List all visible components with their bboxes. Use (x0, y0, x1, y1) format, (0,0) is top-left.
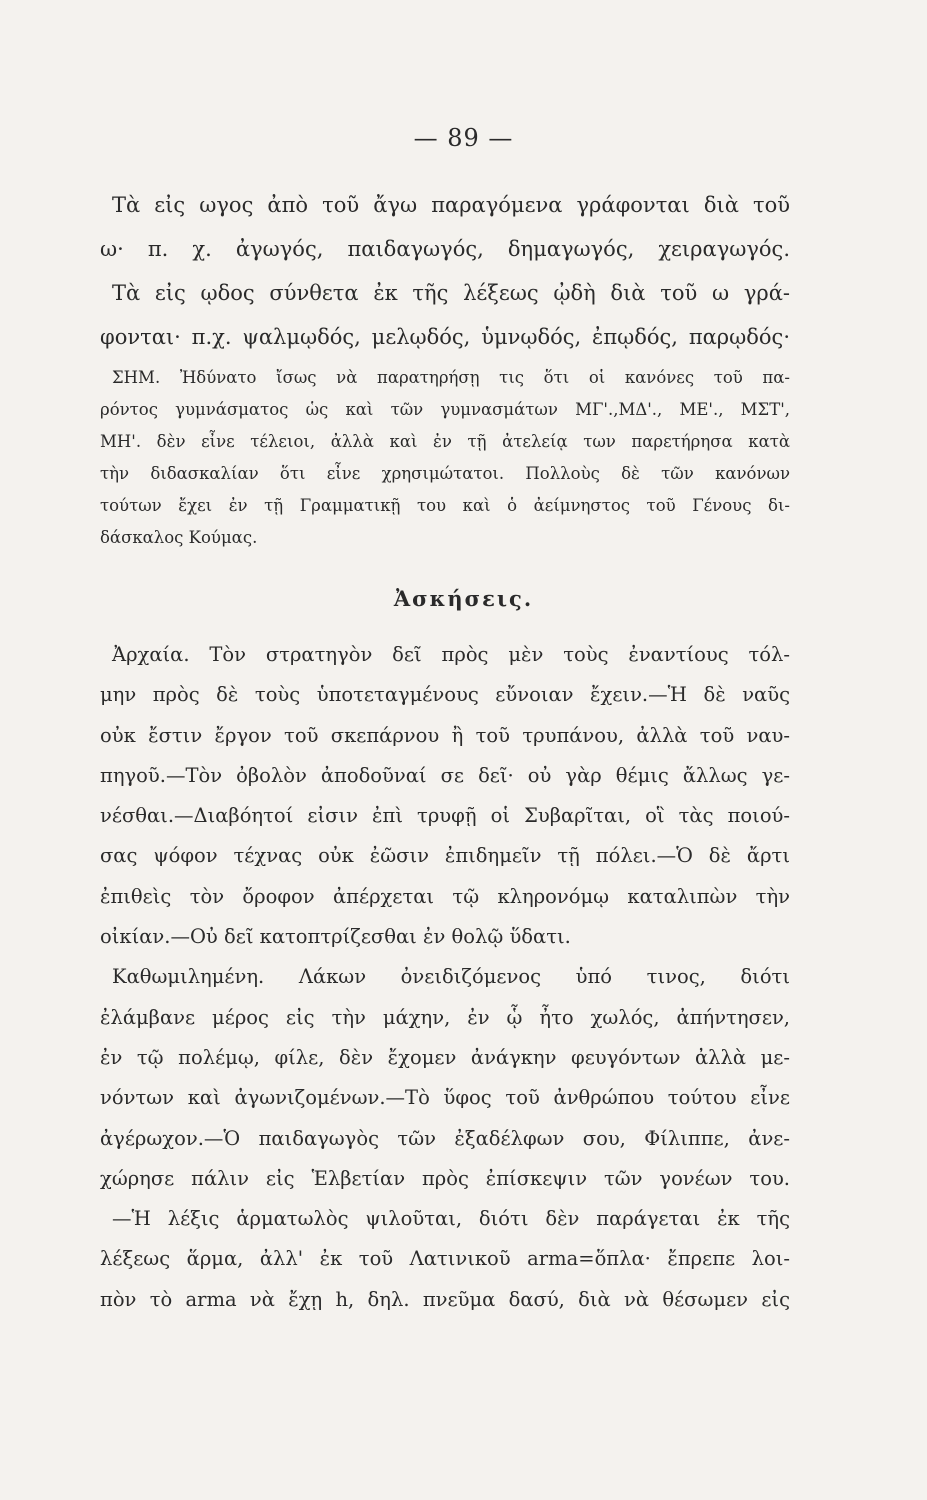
exercise-line: νόντων καὶ ἀγωνιζομένων.—Τὸ ὕφος τοῦ ἀνθρώπου τούτου εἶνε (100, 1086, 790, 1110)
page-number: — 89 — (413, 124, 514, 152)
note-line: ΜΗ'. δὲν εἶνε τέλειοι, ἀλλὰ καὶ ἐν τῇ ἀτελείᾳ των παρετήρησα κατὰ (100, 432, 790, 451)
exercises-text (100, 635, 790, 1320)
exercise-line: Καθωμιλημένη. Λάκων ὀνειδιζόμενος ὑπό τινος, διότι (112, 965, 790, 989)
exercise-line: σας ψόφον τέχνας οὐκ ἐῶσιν ἐπιδημεῖν τῇ πόλει.—Ὁ δὲ ἄρτι (100, 844, 790, 868)
exercises-heading: Ἀσκήσεις. (393, 586, 534, 611)
exercise-line: πηγοῦ.—Τὸν ὀβολὸν ἀποδοῦναί σε δεῖ· οὐ γὰρ θέμις ἄλλως γε- (100, 763, 790, 787)
exercise-line: Ἀρχαία. Τὸν στρατηγὸν δεῖ πρὸς μὲν τοὺς ἐναντίους τόλ- (112, 643, 790, 666)
exercise-line: πὸν τὸ arma νὰ ἔχῃ h, δηλ. πνεῦμα δασύ, διὰ νὰ θέσωμεν εἰς (100, 1287, 790, 1311)
note-line: ΣΗΜ. Ἠδύνατο ἴσως νὰ παρατηρήσῃ τις ὅτι οἱ κανόνες τοῦ πα- (112, 368, 790, 387)
exercise-line: ἐν τῷ πολέμῳ, φίλε, δὲν ἔχομεν ἀνάγκην φευγόντων ἀλλὰ με- (100, 1045, 790, 1069)
exercise-line: οἰκίαν.—Οὐ δεῖ κατοπτρίζεσθαι ἐν θολῷ ὕδατι. (100, 925, 571, 949)
exercise-line: ἐλάμβανε μέρος εἰς τὴν μάχην, ἐν ᾧ ἦτο χωλός, ἀπήντησεν, (100, 1005, 790, 1029)
exercise-line: ἐπιθεὶς τὸν ὄροφον ἀπέρχεται τῷ κληρονόμῳ καταλιπὼν τὴν (100, 884, 790, 908)
rule-line: Τὰ εἰς ωγος ἀπὸ τοῦ ἄγω παραγόμενα γράφονται διὰ τοῦ (112, 193, 790, 217)
exercise-line: ἀγέρωχον.—Ὁ παιδαγωγὸς τῶν ἐξαδέλφων σου, Φίλιππε, ἀνε- (100, 1126, 790, 1150)
remark-note (100, 362, 790, 554)
note-line: τὴν διδασκαλίαν ὅτι εἶνε χρησιμώτατοι. Πολλοὺς δὲ τῶν κανόνων (100, 464, 790, 483)
exercise-line: νέσθαι.—Διαβόητοί εἰσιν ἐπὶ τρυφῇ οἱ Συβαρῖται, οἳ τὰς ποιού- (100, 804, 790, 828)
note-line: τούτων ἔχει ἐν τῇ Γραμματικῇ του καὶ ὁ ἀείμνηστος τοῦ Γένους δι- (100, 496, 790, 515)
note-line: ρόντος γυμνάσματος ὡς καὶ τῶν γυμνασμάτων ΜΓ'.,ΜΔ'., ΜΕ'., ΜΣΤ', (100, 400, 790, 419)
exercise-line: οὐκ ἔστιν ἔργον τοῦ σκεπάρνου ἢ τοῦ τρυπάνου, ἀλλὰ τοῦ ναυ- (100, 723, 790, 747)
exercise-line: μην πρὸς δὲ τοὺς ὑποτεταγμένους εὔνοιαν ἔχειν.—Ἡ δὲ ναῦς (100, 683, 790, 707)
rule-line: ω· π. χ. ἀγωγός, παιδαγωγός, δημαγωγός, χειραγωγός. (100, 237, 790, 261)
rule-line: φονται· π.χ. ψαλμῳδός, μελῳδός, ὑμνῳδός, ἐπῳδός, παρῳδός· (100, 325, 790, 349)
rule-line: Τὰ εἰς ῳδος σύνθετα ἐκ τῆς λέξεως ᾠδὴ διὰ τοῦ ω γρά- (112, 281, 790, 305)
note-line: δάσκαλος Κούμας. (100, 528, 258, 547)
exercise-line: λέξεως ἅρμα, ἀλλ' ἐκ τοῦ Λατινικοῦ arma=ὅπλα· ἔπρεπε λοι- (100, 1247, 790, 1271)
exercise-line: —Ἡ λέξις ἁρματωλὸς ψιλοῦται, διότι δὲν παράγεται ἐκ τῆς (112, 1207, 790, 1231)
exercise-line: χώρησε πάλιν εἰς Ἑλβετίαν πρὸς ἐπίσκεψιν τῶν γονέων του. (100, 1166, 790, 1190)
spelling-rules (100, 183, 790, 359)
